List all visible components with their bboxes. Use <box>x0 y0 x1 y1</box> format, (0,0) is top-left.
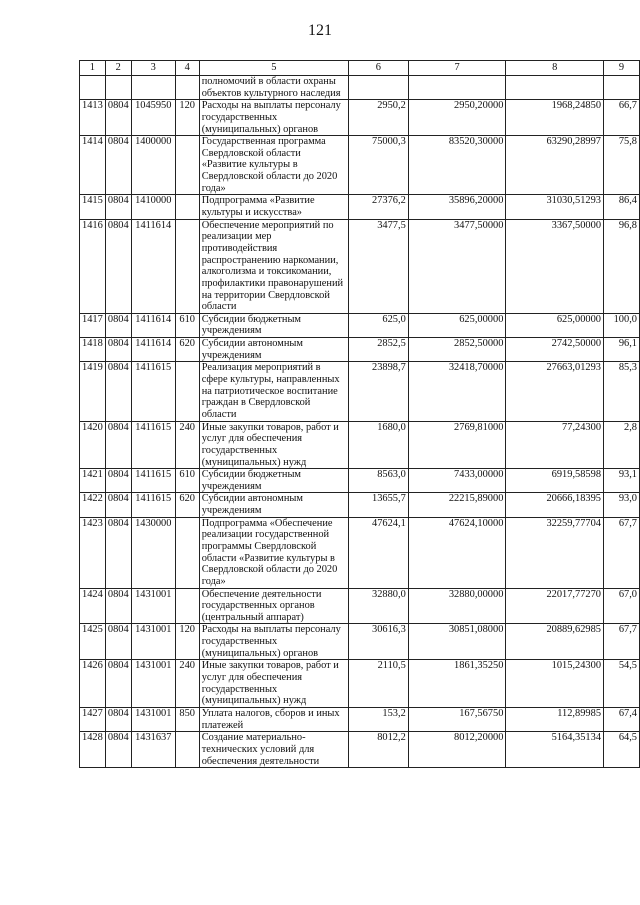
section-code-cell: 0804 <box>105 100 131 136</box>
expense-type-cell <box>175 517 199 588</box>
expense-type-cell: 610 <box>175 313 199 337</box>
execution-percent-cell: 54,5 <box>604 660 640 708</box>
specified-amount-cell: 22215,89000 <box>408 493 506 517</box>
item-name-cell: Субсидии автономным учреждениям <box>199 493 348 517</box>
executed-amount-cell: 112,89985 <box>506 707 604 731</box>
row-number-cell: 1419 <box>80 362 106 421</box>
target-article-cell: 1431001 <box>131 707 175 731</box>
target-article-cell: 1431001 <box>131 588 175 624</box>
specified-amount-cell: 83520,30000 <box>408 136 506 195</box>
executed-amount-cell: 6919,58598 <box>506 469 604 493</box>
column-header: 5 <box>199 61 348 76</box>
executed-amount-cell: 63290,28997 <box>506 136 604 195</box>
specified-amount-cell: 8012,20000 <box>408 732 506 768</box>
executed-amount-cell: 3367,50000 <box>506 219 604 313</box>
table-row <box>80 469 640 493</box>
item-name-cell: Государственная программа Свердловской области «Развитие культуры в Свердловской области до 2020 года» <box>199 136 348 195</box>
target-article-cell: 1411614 <box>131 338 175 362</box>
section-code-cell: 0804 <box>105 624 131 660</box>
row-number-cell <box>80 76 106 100</box>
column-header: 4 <box>175 61 199 76</box>
item-name-cell: Расходы на выплаты персоналу государственных (муниципальных) органов <box>199 624 348 660</box>
target-article-cell: 1410000 <box>131 195 175 219</box>
section-code-cell: 0804 <box>105 219 131 313</box>
row-number-cell: 1426 <box>80 660 106 708</box>
expense-type-cell <box>175 219 199 313</box>
section-code-cell: 0804 <box>105 362 131 421</box>
target-article-cell: 1431001 <box>131 624 175 660</box>
expense-type-cell: 240 <box>175 421 199 469</box>
table-row <box>80 338 640 362</box>
table-row <box>80 732 640 768</box>
specified-amount-cell: 2852,50000 <box>408 338 506 362</box>
row-number-cell: 1421 <box>80 469 106 493</box>
item-name-cell: Создание материально-технических условий для обеспечения деятельности <box>199 732 348 768</box>
execution-percent-cell: 100,0 <box>604 313 640 337</box>
execution-percent-cell: 86,4 <box>604 195 640 219</box>
expense-type-cell: 610 <box>175 469 199 493</box>
executed-amount-cell: 2742,50000 <box>506 338 604 362</box>
executed-amount-cell: 1968,24850 <box>506 100 604 136</box>
target-article-cell <box>131 76 175 100</box>
section-code-cell: 0804 <box>105 732 131 768</box>
execution-percent-cell: 67,7 <box>604 624 640 660</box>
page-number: 121 <box>308 22 332 39</box>
table-row <box>80 660 640 708</box>
target-article-cell: 1400000 <box>131 136 175 195</box>
execution-percent-cell: 64,5 <box>604 732 640 768</box>
approved-amount-cell: 75000,3 <box>349 136 409 195</box>
execution-percent-cell: 96,8 <box>604 219 640 313</box>
approved-amount-cell: 2852,5 <box>349 338 409 362</box>
execution-percent-cell: 93,1 <box>604 469 640 493</box>
execution-percent-cell <box>604 76 640 100</box>
table-row <box>80 624 640 660</box>
item-name-cell: Субсидии бюджетным учреждениям <box>199 469 348 493</box>
target-article-cell: 1431001 <box>131 660 175 708</box>
item-name-cell: Иные закупки товаров, работ и услуг для обеспечения государственных (муниципальных) нужд <box>199 421 348 469</box>
execution-percent-cell: 75,8 <box>604 136 640 195</box>
approved-amount-cell: 3477,5 <box>349 219 409 313</box>
target-article-cell: 1411615 <box>131 469 175 493</box>
item-name-cell: Реализация мероприятий в сфере культуры, направленных на патриотическое воспитание граждан в Свердловской области <box>199 362 348 421</box>
approved-amount-cell: 47624,1 <box>349 517 409 588</box>
specified-amount-cell: 2950,20000 <box>408 100 506 136</box>
item-name-cell: Расходы на выплаты персоналу государственных (муниципальных) органов <box>199 100 348 136</box>
target-article-cell: 1411615 <box>131 362 175 421</box>
table-row <box>80 707 640 731</box>
executed-amount-cell: 32259,77704 <box>506 517 604 588</box>
column-header: 9 <box>604 61 640 76</box>
specified-amount-cell: 3477,50000 <box>408 219 506 313</box>
row-number-cell: 1425 <box>80 624 106 660</box>
section-code-cell: 0804 <box>105 338 131 362</box>
target-article-cell: 1411615 <box>131 421 175 469</box>
column-header: 2 <box>105 61 131 76</box>
approved-amount-cell: 32880,0 <box>349 588 409 624</box>
row-number-cell: 1428 <box>80 732 106 768</box>
row-number-cell: 1427 <box>80 707 106 731</box>
specified-amount-cell: 32880,00000 <box>408 588 506 624</box>
approved-amount-cell: 2950,2 <box>349 100 409 136</box>
execution-percent-cell: 2,8 <box>604 421 640 469</box>
executed-amount-cell <box>506 76 604 100</box>
target-article-cell: 1045950 <box>131 100 175 136</box>
specified-amount-cell: 7433,00000 <box>408 469 506 493</box>
executed-amount-cell: 20889,62985 <box>506 624 604 660</box>
section-code-cell: 0804 <box>105 136 131 195</box>
table-row <box>80 219 640 313</box>
section-code-cell: 0804 <box>105 313 131 337</box>
approved-amount-cell: 153,2 <box>349 707 409 731</box>
expense-type-cell: 120 <box>175 624 199 660</box>
table-row <box>80 136 640 195</box>
column-header: 1 <box>80 61 106 76</box>
expense-type-cell: 240 <box>175 660 199 708</box>
executed-amount-cell: 22017,77270 <box>506 588 604 624</box>
specified-amount-cell: 47624,10000 <box>408 517 506 588</box>
section-code-cell: 0804 <box>105 493 131 517</box>
header-row <box>80 61 640 76</box>
item-name-cell: Обеспечение мероприятий по реализации мер противодействия распространению наркомании, алкоголизма и токсикомании, профилактики правонарушений на территории Свердловской области <box>199 219 348 313</box>
row-number-cell: 1422 <box>80 493 106 517</box>
table-row <box>80 421 640 469</box>
approved-amount-cell: 2110,5 <box>349 660 409 708</box>
item-name-cell: Иные закупки товаров, работ и услуг для обеспечения государственных (муниципальных) нужд <box>199 660 348 708</box>
expense-type-cell <box>175 732 199 768</box>
target-article-cell: 1411614 <box>131 219 175 313</box>
expense-type-cell <box>175 195 199 219</box>
executed-amount-cell: 20666,18395 <box>506 493 604 517</box>
item-name-cell: Уплата налогов, сборов и иных платежей <box>199 707 348 731</box>
budget-table <box>79 60 640 768</box>
section-code-cell: 0804 <box>105 707 131 731</box>
column-header: 7 <box>408 61 506 76</box>
approved-amount-cell: 30616,3 <box>349 624 409 660</box>
row-number-cell: 1415 <box>80 195 106 219</box>
column-header: 8 <box>506 61 604 76</box>
expense-type-cell: 620 <box>175 493 199 517</box>
specified-amount-cell <box>408 76 506 100</box>
expense-type-cell <box>175 588 199 624</box>
expense-type-cell <box>175 362 199 421</box>
execution-percent-cell: 96,1 <box>604 338 640 362</box>
table-row <box>80 362 640 421</box>
approved-amount-cell: 8012,2 <box>349 732 409 768</box>
expense-type-cell: 620 <box>175 338 199 362</box>
executed-amount-cell: 1015,24300 <box>506 660 604 708</box>
expense-type-cell <box>175 76 199 100</box>
target-article-cell: 1411614 <box>131 313 175 337</box>
target-article-cell: 1430000 <box>131 517 175 588</box>
row-number-cell: 1414 <box>80 136 106 195</box>
approved-amount-cell <box>349 76 409 100</box>
section-code-cell <box>105 76 131 100</box>
section-code-cell: 0804 <box>105 660 131 708</box>
row-number-cell: 1417 <box>80 313 106 337</box>
target-article-cell: 1411615 <box>131 493 175 517</box>
row-number-cell: 1420 <box>80 421 106 469</box>
table-row <box>80 76 640 100</box>
execution-percent-cell: 66,7 <box>604 100 640 136</box>
section-code-cell: 0804 <box>105 195 131 219</box>
target-article-cell: 1431637 <box>131 732 175 768</box>
table-row <box>80 313 640 337</box>
approved-amount-cell: 13655,7 <box>349 493 409 517</box>
item-name-cell: полномочий в области охраны объектов культурного наследия <box>199 76 348 100</box>
execution-percent-cell: 85,3 <box>604 362 640 421</box>
table-row <box>80 493 640 517</box>
specified-amount-cell: 625,00000 <box>408 313 506 337</box>
table-row <box>80 195 640 219</box>
row-number-cell: 1416 <box>80 219 106 313</box>
item-name-cell: Субсидии бюджетным учреждениям <box>199 313 348 337</box>
executed-amount-cell: 31030,51293 <box>506 195 604 219</box>
item-name-cell: Субсидии автономным учреждениям <box>199 338 348 362</box>
specified-amount-cell: 30851,08000 <box>408 624 506 660</box>
specified-amount-cell: 1861,35250 <box>408 660 506 708</box>
specified-amount-cell: 167,56750 <box>408 707 506 731</box>
section-code-cell: 0804 <box>105 421 131 469</box>
expense-type-cell: 120 <box>175 100 199 136</box>
row-number-cell: 1424 <box>80 588 106 624</box>
specified-amount-cell: 35896,20000 <box>408 195 506 219</box>
specified-amount-cell: 2769,81000 <box>408 421 506 469</box>
table-row <box>80 517 640 588</box>
table-row <box>80 588 640 624</box>
column-header: 3 <box>131 61 175 76</box>
approved-amount-cell: 23898,7 <box>349 362 409 421</box>
approved-amount-cell: 625,0 <box>349 313 409 337</box>
executed-amount-cell: 625,00000 <box>506 313 604 337</box>
executed-amount-cell: 5164,35134 <box>506 732 604 768</box>
item-name-cell: Подпрограмма «Развитие культуры и искусства» <box>199 195 348 219</box>
expense-type-cell <box>175 136 199 195</box>
item-name-cell: Обеспечение деятельности государственных органов (центральный аппарат) <box>199 588 348 624</box>
execution-percent-cell: 93,0 <box>604 493 640 517</box>
row-number-cell: 1413 <box>80 100 106 136</box>
approved-amount-cell: 27376,2 <box>349 195 409 219</box>
executed-amount-cell: 27663,01293 <box>506 362 604 421</box>
approved-amount-cell: 8563,0 <box>349 469 409 493</box>
item-name-cell: Подпрограмма «Обеспечение реализации государственной программы Свердловской области «Развитие культуры в Свердловской области до 2020 года» <box>199 517 348 588</box>
section-code-cell: 0804 <box>105 588 131 624</box>
row-number-cell: 1423 <box>80 517 106 588</box>
execution-percent-cell: 67,7 <box>604 517 640 588</box>
execution-percent-cell: 67,4 <box>604 707 640 731</box>
executed-amount-cell: 77,24300 <box>506 421 604 469</box>
approved-amount-cell: 1680,0 <box>349 421 409 469</box>
specified-amount-cell: 32418,70000 <box>408 362 506 421</box>
column-header: 6 <box>349 61 409 76</box>
row-number-cell: 1418 <box>80 338 106 362</box>
section-code-cell: 0804 <box>105 517 131 588</box>
table-row <box>80 100 640 136</box>
expense-type-cell: 850 <box>175 707 199 731</box>
section-code-cell: 0804 <box>105 469 131 493</box>
execution-percent-cell: 67,0 <box>604 588 640 624</box>
